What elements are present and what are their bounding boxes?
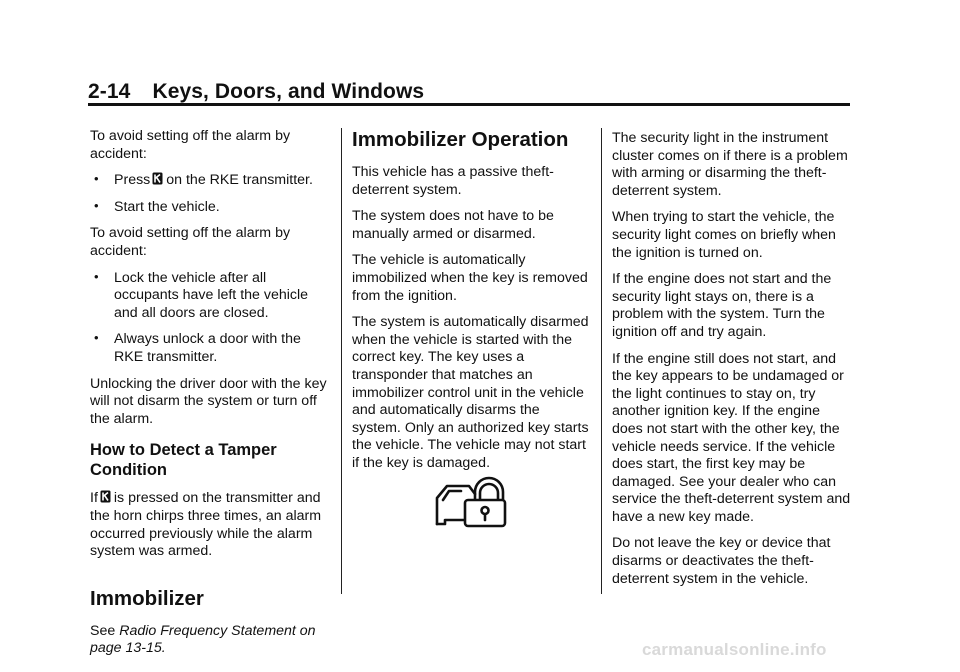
page-header — [88, 80, 424, 104]
paragraph: The vehicle is automatically immobilized when the key is removed from the ignition. — [352, 252, 588, 304]
paragraph-text: If — [90, 490, 98, 507]
paragraph-text: is pressed on the transmitter and the horn chirps three times, an alarm occurred previously while the alarm system was armed. — [90, 490, 322, 560]
paragraph: To avoid setting off the alarm by accident: — [90, 225, 291, 259]
paragraph: Unlocking the driver door with the key will not disarm the system or turn off the alarm. — [90, 375, 327, 427]
paragraph: To avoid setting off the alarm by accident: — [90, 128, 291, 162]
column-divider — [601, 128, 602, 594]
list-item-text: Press — [114, 172, 151, 189]
column-divider — [341, 128, 342, 594]
security-light-car-lock-icon — [435, 476, 507, 528]
reference-link[interactable]: Radio Frequency Statement on page 13-15 — [90, 622, 316, 657]
column-left — [90, 128, 332, 667]
header-rule — [88, 103, 850, 106]
paragraph: When trying to start the vehicle, the security light comes on briefly when the ignition is turned on. — [612, 209, 836, 261]
rke-key-icon — [152, 172, 163, 185]
watermark: carmanualsonline.info — [642, 640, 827, 659]
list-item: • Always unlock a door with the RKE transmitter. — [90, 331, 332, 366]
paragraph: If the engine still does not start, and the key appears to be undamaged or the light continues to stay on, try another ignition key. If the engine does not start with the other key, the vehicle needs service. If the vehicle does start, the first key may be damaged. See your dealer who can service the theft-deterrent system and have a new key made. — [612, 350, 851, 525]
list-item-text: on the RKE transmitter. — [166, 172, 313, 189]
see-suffix: . — [161, 640, 166, 657]
heading-immobilizer: Immobilizer — [90, 586, 204, 610]
paragraph: The system is automatically disarmed when the vehicle is started with the correct key. The key uses a transponder that matches an immobilizer control unit in the vehicle and automatically disarms the system. Only an authorized key starts the vehicle. The vehicle may not start if the key is damaged. — [352, 314, 589, 471]
bullet-list — [90, 172, 332, 216]
list-item: • Start the vehicle. — [90, 199, 332, 217]
paragraph: The security light in the instrument cluster comes on if there is a problem with arming or disarming the theft-deterrent system. — [612, 130, 848, 199]
paragraph: Do not leave the key or device that disarms or deactivates the theft-deterrent system in the vehicle. — [612, 535, 831, 587]
see-prefix: See — [90, 622, 116, 639]
page-number: 2-14 — [88, 80, 131, 103]
list-item — [90, 172, 332, 190]
subheading-tamper: How to Detect a Tamper Condition — [90, 441, 277, 480]
column-middle — [352, 128, 592, 482]
list-item: • Lock the vehicle after all occupants have left the vehicle and all doors are closed. — [90, 270, 332, 323]
bullet-list — [90, 270, 332, 367]
column-right — [612, 130, 854, 597]
paragraph: This vehicle has a passive theft-deterrent system. — [352, 164, 554, 198]
rke-key-icon — [100, 490, 111, 503]
paragraph: The system does not have to be manually armed or disarmed. — [352, 208, 554, 242]
paragraph: If the engine does not start and the security light stays on, there is a problem with the system. Turn the ignition off and try again. — [612, 271, 832, 340]
paragraph — [90, 490, 332, 560]
section-title: Keys, Doors, and Windows — [152, 80, 425, 103]
cross-reference — [90, 623, 332, 658]
heading-immobilizer-operation: Immobilizer Operation — [352, 128, 569, 151]
